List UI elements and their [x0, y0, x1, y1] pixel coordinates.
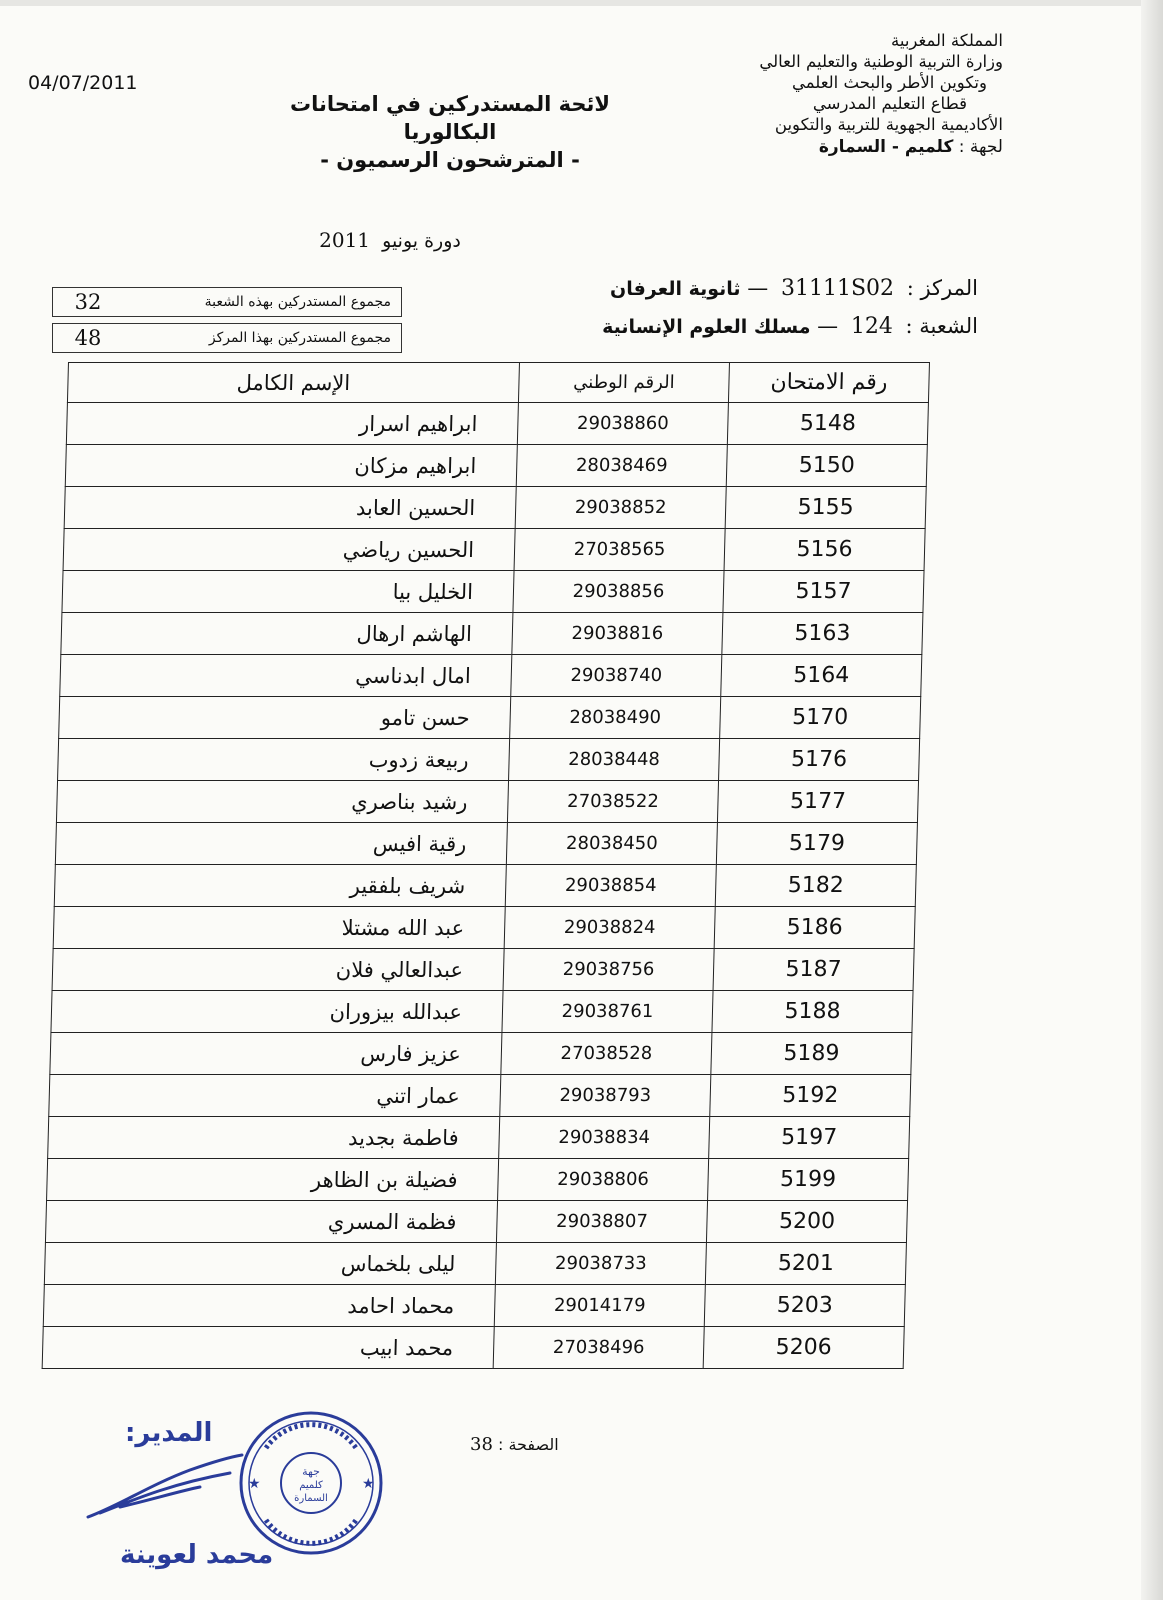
branch-line — [602, 314, 978, 339]
table-row — [65, 445, 927, 487]
table-row — [61, 613, 923, 655]
table-row — [43, 1285, 905, 1327]
svg-text:كلميم: كلميم — [299, 1480, 323, 1491]
national-number: 28038490 — [510, 697, 721, 739]
table-row — [56, 781, 918, 823]
svg-text:السمارة: السمارة — [294, 1493, 328, 1504]
exam-number: 5164 — [721, 655, 922, 697]
ministry-header — [673, 30, 1003, 158]
table-row — [47, 1159, 909, 1201]
ministry-line: المملكة المغربية — [891, 31, 1003, 50]
national-number: 27038496 — [493, 1327, 704, 1369]
table-row — [62, 571, 924, 613]
table-row — [55, 823, 917, 865]
ministry-line: وزارة التربية الوطنية والتعليم العالي — [759, 52, 1003, 71]
exam-number: 5163 — [722, 613, 923, 655]
full-name: عمار اتني — [49, 1075, 501, 1117]
exam-number: 5189 — [711, 1033, 912, 1075]
header-national-number: الرقم الوطني — [518, 363, 729, 403]
table-row — [60, 655, 922, 697]
full-name: الحسين العابد — [64, 487, 516, 529]
table-body — [42, 403, 928, 1369]
national-number: 27038522 — [507, 781, 718, 823]
full-name: ابراهيم مزكان — [65, 445, 517, 487]
full-name: الهاشم ارهال — [61, 613, 513, 655]
region-line — [673, 137, 1003, 158]
table-row — [51, 991, 913, 1033]
full-name: ابراهيم اسرار — [66, 403, 518, 445]
exam-number: 5200 — [706, 1201, 907, 1243]
ministry-line: الأكاديمية الجهوية للتربية والتكوين — [774, 115, 1003, 134]
exam-number: 5182 — [715, 865, 916, 907]
exam-number: 5187 — [713, 949, 914, 991]
center-dash: — — [747, 276, 769, 300]
full-name: رشيد بناصري — [56, 781, 508, 823]
exam-number: 5150 — [726, 445, 927, 487]
full-name: ربيعة زدوب — [58, 739, 510, 781]
table-row — [44, 1243, 906, 1285]
branch-code: 124 — [850, 314, 893, 339]
table-header-row — [67, 363, 929, 403]
full-name: عبد الله مشتلا — [53, 907, 505, 949]
signature-scribble — [80, 1445, 250, 1535]
table-row — [54, 865, 916, 907]
full-name: شريف بلفقير — [54, 865, 506, 907]
center-total-value: 48 — [74, 326, 102, 350]
signer-name: محمد لعوينة — [120, 1540, 274, 1570]
national-number: 29038806 — [498, 1159, 709, 1201]
scan-right-edge — [1141, 0, 1163, 1600]
national-number: 28038469 — [516, 445, 727, 487]
full-name: عبدالعالي فلان — [52, 949, 504, 991]
full-name: فاطمة بجديد — [48, 1117, 500, 1159]
document-title — [250, 90, 650, 174]
table-row — [59, 697, 921, 739]
national-number: 29038824 — [504, 907, 715, 949]
table-row — [45, 1201, 907, 1243]
header-exam-number: رقم الامتحان — [728, 363, 929, 403]
session-label: دورة يونيو — [382, 230, 461, 252]
exam-number: 5177 — [717, 781, 918, 823]
table-row — [50, 1033, 912, 1075]
full-name: عزيز فارس — [50, 1033, 502, 1075]
national-number: 27038528 — [501, 1033, 712, 1075]
exam-session — [300, 228, 480, 252]
full-name: حسن تامو — [59, 697, 511, 739]
center-total-label: مجموع المستدركين بهذا المركز — [208, 330, 391, 346]
table-row — [53, 907, 915, 949]
exam-number: 5199 — [708, 1159, 909, 1201]
center-code: 31111S02 — [780, 276, 895, 301]
full-name: الخليل بيا — [62, 571, 514, 613]
svg-text:جهة: جهة — [302, 1465, 320, 1478]
exam-number: 5201 — [705, 1243, 906, 1285]
center-line — [610, 276, 978, 301]
branch-name: مسلك العلوم الإنسانية — [602, 316, 811, 338]
title-line-1: لائحة المستدركين في امتحانات البكالوريا — [290, 92, 610, 144]
region-label: لجهة : — [958, 137, 1003, 157]
full-name: ليلى بلخماس — [44, 1243, 496, 1285]
ministry-line: قطاع التعليم المدرسي — [812, 94, 967, 113]
page-value: 38 — [470, 1434, 493, 1455]
exam-number: 5148 — [727, 403, 928, 445]
exam-number: 5155 — [725, 487, 926, 529]
full-name: محمد ابيب — [42, 1327, 494, 1369]
page-number — [470, 1434, 559, 1455]
national-number: 29038807 — [496, 1201, 707, 1243]
national-number: 28038450 — [506, 823, 717, 865]
national-number: 29038852 — [515, 487, 726, 529]
official-stamp — [236, 1408, 386, 1558]
national-number: 29038793 — [500, 1075, 711, 1117]
national-number: 27038565 — [514, 529, 725, 571]
national-number: 29038854 — [505, 865, 716, 907]
branch-dash: — — [817, 314, 839, 338]
exam-number: 5197 — [709, 1117, 910, 1159]
exam-number: 5192 — [710, 1075, 911, 1117]
exam-number: 5188 — [712, 991, 913, 1033]
full-name: فظمة المسري — [45, 1201, 497, 1243]
national-number: 29038860 — [517, 403, 728, 445]
scan-top-edge — [0, 0, 1163, 6]
header-full-name: الإسم الكامل — [67, 363, 519, 403]
svg-text:★: ★ — [362, 1476, 375, 1492]
full-name: عبدالله بيزوران — [51, 991, 503, 1033]
full-name: محماد احامد — [43, 1285, 495, 1327]
title-line-2: - المترشحون الرسميون - — [320, 148, 580, 172]
national-number: 29038834 — [499, 1117, 710, 1159]
branch-total-box — [52, 287, 402, 317]
full-name: رقية افيس — [55, 823, 507, 865]
table-row — [48, 1117, 910, 1159]
print-date: 04/07/2011 — [28, 72, 138, 94]
exam-number: 5157 — [723, 571, 924, 613]
candidates-table — [42, 362, 930, 1369]
table-row — [63, 529, 925, 571]
branch-label: الشعبة : — [905, 314, 978, 338]
table-row — [66, 403, 928, 445]
ministry-line: وتكوين الأطر والبحث العلمي — [791, 73, 987, 92]
national-number: 29014179 — [494, 1285, 705, 1327]
national-number: 29038816 — [512, 613, 723, 655]
exam-number: 5179 — [716, 823, 917, 865]
region-name: كلميم - السمارة — [818, 137, 954, 157]
exam-number: 5176 — [719, 739, 920, 781]
center-label: المركز : — [906, 276, 978, 300]
national-number: 29038740 — [511, 655, 722, 697]
national-number: 29038761 — [502, 991, 713, 1033]
exam-number: 5206 — [703, 1327, 904, 1369]
svg-text:★: ★ — [248, 1476, 261, 1492]
table-row — [42, 1327, 904, 1369]
table-row — [49, 1075, 911, 1117]
full-name: فضيلة بن الظاهر — [47, 1159, 499, 1201]
branch-total-value: 32 — [74, 290, 102, 314]
exam-number: 5203 — [704, 1285, 905, 1327]
national-number: 28038448 — [509, 739, 720, 781]
national-number: 29038756 — [503, 949, 714, 991]
national-number: 29038856 — [513, 571, 724, 613]
national-number: 29038733 — [495, 1243, 706, 1285]
page-label: الصفحة : — [498, 1435, 559, 1454]
exam-number: 5156 — [724, 529, 925, 571]
exam-number: 5186 — [714, 907, 915, 949]
table-row — [64, 487, 926, 529]
exam-number: 5170 — [720, 697, 921, 739]
director-label: المدير: — [125, 1418, 213, 1448]
table-row — [52, 949, 914, 991]
session-year: 2011 — [319, 228, 371, 252]
table-row — [58, 739, 920, 781]
branch-total-label: مجموع المستدركين بهذه الشعبة — [204, 294, 391, 310]
full-name: امال ابدناسي — [60, 655, 512, 697]
center-total-box — [52, 323, 402, 353]
center-name: ثانوية العرفان — [610, 278, 741, 300]
full-name: الحسين رياضي — [63, 529, 515, 571]
